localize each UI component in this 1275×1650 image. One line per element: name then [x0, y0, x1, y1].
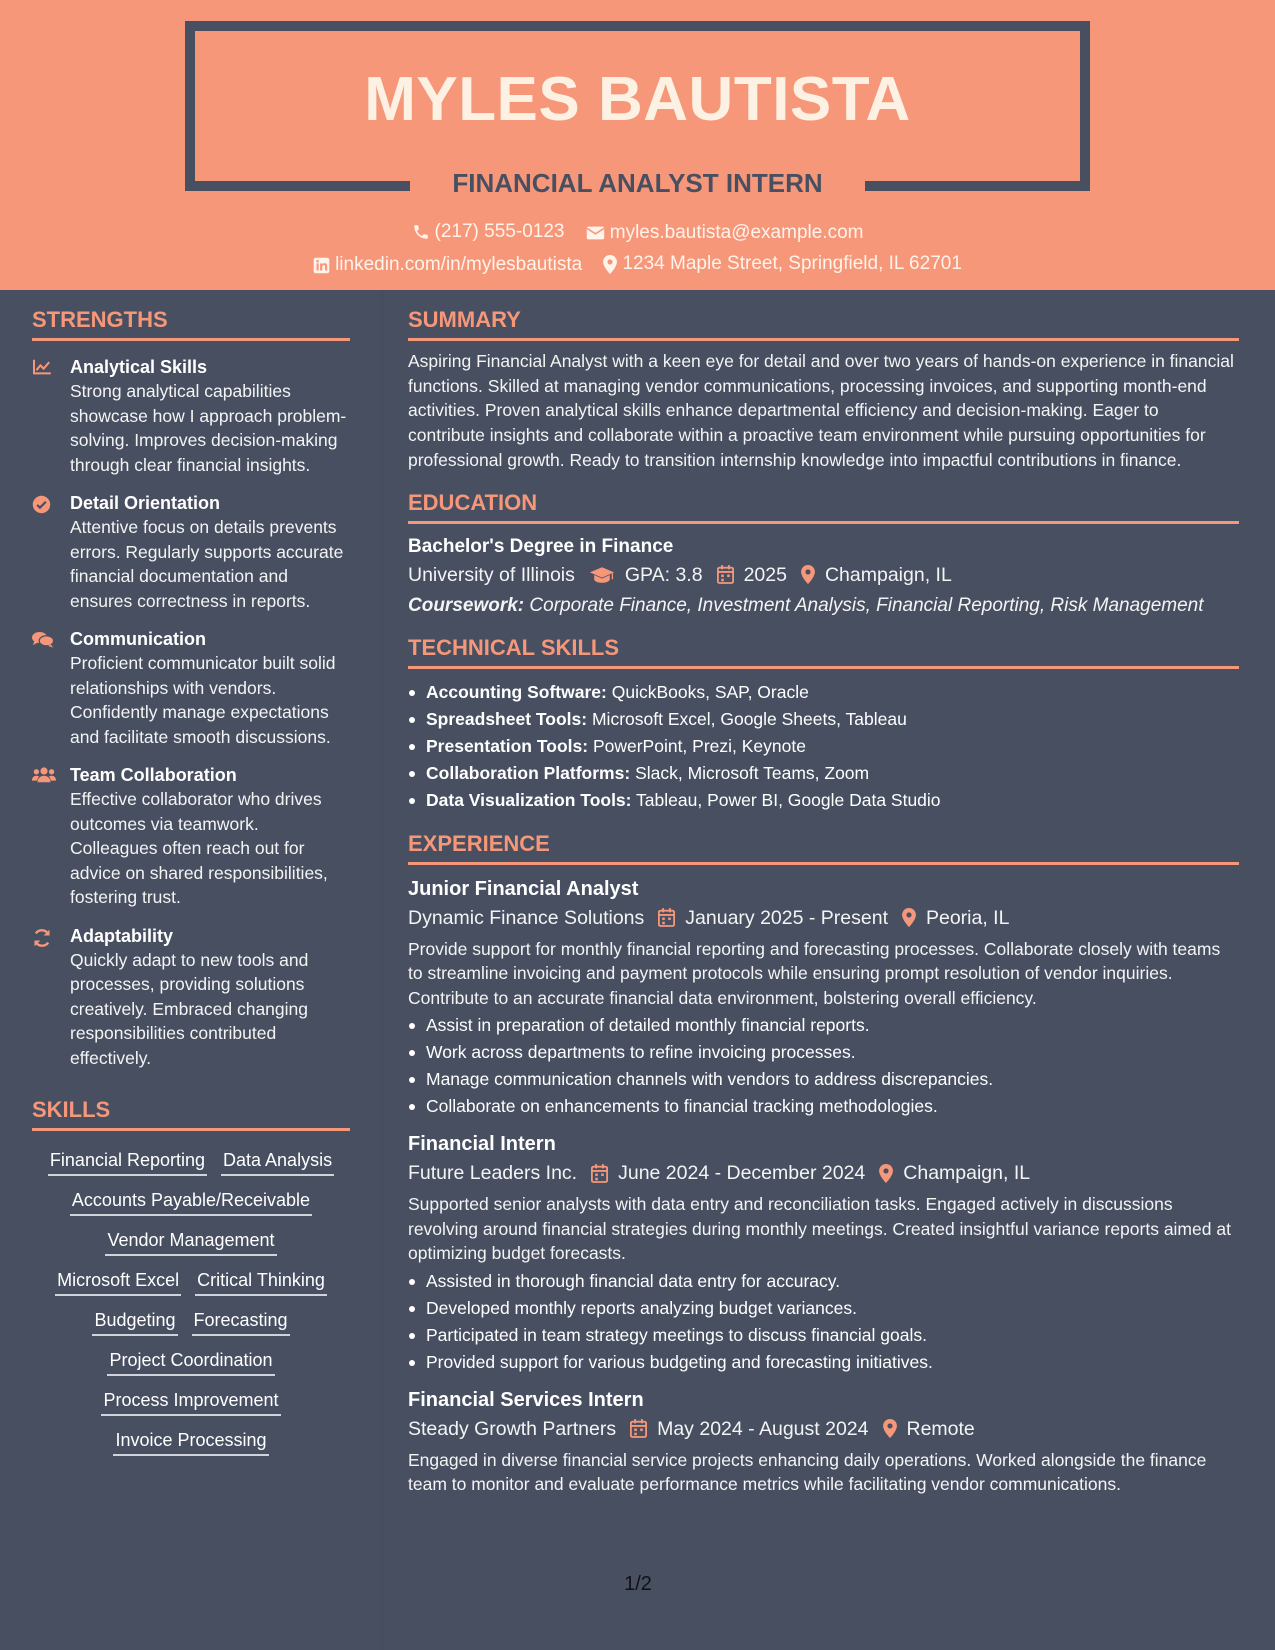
- education-gpa: [589, 560, 703, 590]
- tech-label: Data Visualization Tools:: [426, 789, 632, 810]
- skills-row: [32, 1307, 350, 1337]
- map-marker-icon: [603, 255, 617, 274]
- list-item: Work across departments to refine invoicing processes.: [408, 1039, 1239, 1066]
- skills-row: [32, 1187, 350, 1217]
- list-item: [408, 733, 1239, 760]
- location-text: Remote: [906, 1417, 975, 1440]
- dates-text: June 2024 - December 2024: [618, 1162, 866, 1185]
- skill-tag: Vendor Management: [105, 1228, 276, 1256]
- column-divider: [382, 290, 383, 1650]
- sync-icon: [32, 924, 70, 1071]
- job-meta: [408, 1158, 1239, 1188]
- skills-row: [32, 1387, 350, 1417]
- users-icon: [32, 763, 70, 910]
- skill-tag: Financial Reporting: [48, 1148, 207, 1176]
- job-role: Financial Intern: [408, 1133, 556, 1156]
- contact-row-2: [0, 251, 1275, 282]
- map-marker-icon: [801, 565, 815, 584]
- location-text: Champaign, IL: [824, 563, 952, 586]
- job-entry: [408, 1386, 1239, 1497]
- job-description: Engaged in diverse financial service projects enhancing daily operations. Worked alongside the finance team to monitor and evaluate performance metrics while facilitating vendor communications.: [408, 1449, 1207, 1495]
- experience-heading: EXPERIENCE: [408, 830, 1239, 865]
- name-frame-bottom-right: [865, 181, 1090, 191]
- job-dates: [658, 903, 888, 933]
- list-item: Participated in team strategy meetings to discuss financial goals.: [408, 1322, 1239, 1349]
- company-text: Future Leaders Inc.: [408, 1162, 578, 1185]
- check-circle-icon: [32, 491, 70, 613]
- skill-tag: Microsoft Excel: [55, 1268, 181, 1296]
- strength-item: [32, 491, 350, 613]
- tech-label: Accounting Software:: [426, 681, 607, 702]
- technical-skills-list: [408, 679, 1239, 814]
- skill-tag: Accounts Payable/Receivable: [70, 1188, 312, 1216]
- summary-heading: SUMMARY: [408, 306, 1239, 341]
- job-meta: [408, 1414, 1239, 1444]
- skills-row: [32, 1267, 350, 1297]
- list-item: Collaborate on enhancements to financial tracking methodologies.: [408, 1093, 1239, 1120]
- skills-row: [32, 1427, 350, 1457]
- gpa-text: GPA: 3.8: [624, 563, 703, 586]
- contact-linkedin[interactable]: [313, 252, 582, 278]
- address-text: 1234 Maple Street, Springfield, IL 62701: [622, 253, 962, 274]
- strength-item: [32, 355, 350, 477]
- coursework-label: Coursework:: [408, 594, 525, 616]
- company-text: Dynamic Finance Solutions: [408, 906, 645, 929]
- strength-desc: Proficient communicator built solid relationships with vendors. Confidently manage expectations and facilitate smooth discussions.: [70, 653, 336, 747]
- skills-row: [32, 1227, 350, 1257]
- strength-name: Analytical Skills: [70, 357, 208, 377]
- strength-name: Communication: [70, 629, 207, 649]
- education-degree: Bachelor's Degree in Finance: [408, 535, 674, 557]
- calendar-icon: [630, 1419, 647, 1438]
- phone-icon: [412, 223, 430, 241]
- skills-row: [32, 1147, 350, 1177]
- job-meta: [408, 903, 1239, 933]
- job-description: Supported senior analysts with data entry and reconciliation tasks. Engaged actively in discussions revolving around financial strategies during monthly meetings. Created insightful variance reports aimed at optimizing budget forecasts.: [408, 1194, 1231, 1264]
- linkedin-icon: [313, 257, 330, 274]
- tech-label: Presentation Tools:: [426, 735, 589, 756]
- tech-value: QuickBooks, SAP, Oracle: [611, 681, 809, 702]
- contact-address: [603, 251, 961, 277]
- education-school: [408, 560, 575, 590]
- strength-desc: Quickly adapt to new tools and processes, providing solutions creatively. Embraced changing responsibilities contributed effectively.: [70, 949, 309, 1068]
- list-item: Developed monthly reports analyzing budget variances.: [408, 1295, 1239, 1322]
- contact-phone[interactable]: [412, 219, 565, 245]
- envelope-icon: [586, 225, 605, 241]
- summary-text: Aspiring Financial Analyst with a keen eye for detail and over two years of hands-on experience in financial functions. Skilled at managing vendor communications, processing invoices, and supporting month-end activities. Proven analytical skills enhance departmental efficiency and decision-making. Eager to contribute insights and collaborate within a proactive team environment while pursuing opportunities for professional growth. Ready to transition internship knowledge into impactful contributions in finance.: [408, 351, 1234, 470]
- phone-text: (217) 555-0123: [434, 221, 565, 242]
- job-dates: [630, 1414, 868, 1444]
- job-bullets: [408, 1268, 1239, 1376]
- strengths-heading: STRENGTHS: [32, 306, 350, 341]
- strength-name: Team Collaboration: [70, 765, 237, 785]
- list-item: Assisted in thorough financial data entry for accuracy.: [408, 1268, 1239, 1295]
- company-text: Steady Growth Partners: [408, 1417, 617, 1440]
- list-item: [408, 706, 1239, 733]
- strength-item: [32, 763, 350, 910]
- job-bullets: [408, 1012, 1239, 1120]
- job-company: [408, 903, 644, 933]
- location-text: Peoria, IL: [925, 906, 1010, 929]
- job-dates: [591, 1158, 865, 1188]
- year-text: 2025: [743, 563, 787, 586]
- skill-tag: Critical Thinking: [195, 1268, 327, 1296]
- map-marker-icon: [879, 1164, 893, 1183]
- contact-email[interactable]: [586, 220, 864, 246]
- graduation-cap-icon: [589, 566, 615, 584]
- education-heading: EDUCATION: [408, 489, 1239, 524]
- job-company: [408, 1414, 616, 1444]
- name-frame-bottom-left: [185, 181, 410, 191]
- skill-tag: Process Improvement: [101, 1388, 280, 1416]
- skill-tag: Data Analysis: [221, 1148, 334, 1176]
- job-location: [883, 1414, 975, 1444]
- tech-label: Spreadsheet Tools:: [426, 708, 588, 729]
- linkedin-text: linkedin.com/in/mylesbautista: [335, 254, 583, 275]
- candidate-name: MYLES BAUTISTA: [364, 65, 911, 134]
- job-location: [902, 903, 1009, 933]
- map-marker-icon: [883, 1419, 897, 1438]
- tech-value: Microsoft Excel, Google Sheets, Tableau: [591, 708, 907, 729]
- candidate-title: FINANCIAL ANALYST INTERN: [452, 168, 823, 198]
- education-year: [717, 560, 787, 590]
- calendar-icon: [591, 1164, 608, 1183]
- chart-line-icon: [32, 355, 70, 477]
- education-location: [801, 560, 952, 590]
- calendar-icon: [658, 908, 675, 927]
- list-item: [408, 787, 1239, 814]
- job-description: Provide support for monthly financial reporting and forecasting processes. Collaborate closely with teams to streamline invoicing and payment protocols while ensuring prompt resolution of vendor inquiries. Contribute to an accurate financial data environment, bolstering overall efficiency.: [408, 938, 1221, 1008]
- job-entry: [408, 1130, 1239, 1376]
- strength-name: Adaptability: [70, 925, 174, 946]
- skills-list: [32, 1131, 350, 1457]
- skill-tag: Invoice Processing: [113, 1428, 268, 1456]
- right-column: [408, 290, 1239, 1497]
- skill-tag: Budgeting: [92, 1308, 177, 1336]
- strength-item: [32, 924, 350, 1071]
- skills-row: [32, 1347, 350, 1377]
- tech-value: PowerPoint, Prezi, Keynote: [592, 735, 806, 756]
- list-item: Assist in preparation of detailed monthly financial reports.: [408, 1012, 1239, 1039]
- dates-text: May 2024 - August 2024: [657, 1417, 869, 1440]
- page-number: 1/2: [624, 1573, 652, 1595]
- strength-desc: Strong analytical capabilities showcase how I approach problem-solving. Improves decision-making through clear financial insights.: [70, 381, 347, 475]
- comments-icon: [32, 627, 70, 749]
- skills-heading: SKILLS: [32, 1096, 350, 1131]
- strength-name: Detail Orientation: [70, 493, 221, 513]
- email-text: myles.bautista@example.com: [609, 222, 864, 243]
- job-location: [879, 1158, 1030, 1188]
- tech-value: Slack, Microsoft Teams, Zoom: [635, 762, 870, 783]
- coursework: [408, 593, 1239, 618]
- left-column: [32, 290, 350, 1457]
- strength-item: [32, 627, 350, 749]
- list-item: Manage communication channels with vendors to address discrepancies.: [408, 1066, 1239, 1093]
- list-item: [408, 679, 1239, 706]
- education-meta: [408, 560, 1239, 590]
- list-item: [408, 760, 1239, 787]
- calendar-icon: [717, 565, 734, 584]
- coursework-text: Corporate Finance, Investment Analysis, Financial Reporting, Risk Management: [529, 594, 1204, 616]
- job-role: Junior Financial Analyst: [408, 877, 639, 900]
- tech-label: Collaboration Platforms:: [426, 762, 631, 783]
- list-item: Provided support for various budgeting and forecasting initiatives.: [408, 1349, 1239, 1376]
- strength-desc: Effective collaborator who drives outcomes via teamwork. Colleagues often reach out for advice on shared responsibilities, fostering trust.: [70, 789, 328, 907]
- dates-text: January 2025 - Present: [685, 906, 888, 929]
- skill-tag: Project Coordination: [107, 1348, 274, 1376]
- job-company: [408, 1158, 577, 1188]
- contact-row-1: [0, 219, 1275, 249]
- skill-tag: Forecasting: [192, 1308, 290, 1336]
- job-entry: [408, 875, 1239, 1121]
- tech-value: Tableau, Power BI, Google Data Studio: [636, 789, 941, 810]
- location-text: Champaign, IL: [903, 1162, 1031, 1185]
- job-role: Financial Services Intern: [408, 1388, 644, 1411]
- map-marker-icon: [902, 908, 916, 927]
- school-text: University of Illinois: [408, 563, 575, 586]
- strength-desc: Attentive focus on details prevents errors. Regularly supports accurate financial documentation and ensures correctness in reports.: [70, 517, 344, 611]
- technical-skills-heading: TECHNICAL SKILLS: [408, 634, 1239, 669]
